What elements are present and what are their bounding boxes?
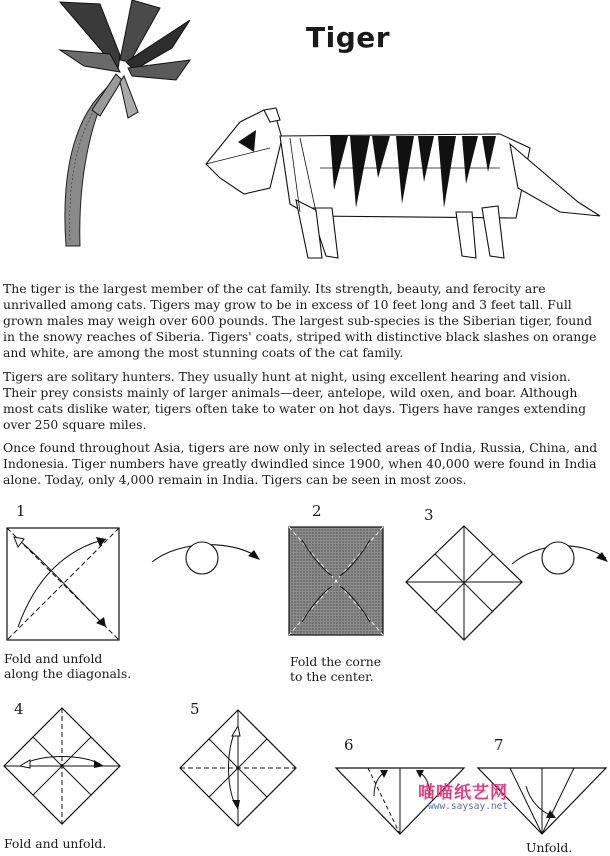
page-title: Tiger bbox=[306, 20, 391, 54]
intro-paragraph: The tiger is the largest member of the cat family. Its strength, beauty, and ferocity are unrivalled among cats. Tigers may grow to be in excess of 10 feet long and 3 feet tall. Full grown males may weigh over 600 pounds. The largest sub-species is the Siberian tiger, found in the snowy reaches of Siberia. Tigers' coats, striped with distinctive black slashes on orange and white, are among the most stunning coats of the cat family. bbox=[3, 281, 597, 360]
step-2-diagram bbox=[288, 526, 384, 638]
step-1-diagram bbox=[6, 527, 122, 643]
step-4-caption: Fold and unfold. bbox=[4, 836, 107, 851]
step-5-number: 5 bbox=[190, 700, 200, 718]
watermark-logo: 喵喵纸艺网 bbox=[418, 783, 508, 803]
step-6-number: 6 bbox=[344, 736, 354, 754]
palm-tree-illustration bbox=[40, 0, 200, 250]
step-4-diagram bbox=[2, 706, 122, 826]
step-2-number: 2 bbox=[312, 502, 322, 520]
range-paragraph: Once found throughout Asia, tigers are now only in selected areas of India, Russia, China, and Indonesia. Tiger numbers have greatly dwindled since 1900, when 40,000 were found in India alone. Today, only 4,000 remain in India. Tigers can be seen in most zoos. bbox=[3, 440, 598, 487]
step-4-number: 4 bbox=[14, 700, 24, 718]
step-7-caption: Unfold. bbox=[526, 840, 573, 855]
turn-over-icon bbox=[510, 536, 610, 582]
step-3-diagram bbox=[404, 524, 524, 642]
step-5-diagram bbox=[178, 708, 298, 828]
hunting-paragraph: Tigers are solitary hunters. They usually hunt at night, using excellent hearing and vision. Their prey consists mainly of larger animals—deer, antelope, wild oxen, and boar. Although most cats dislike water, tigers often take to water on hot days. Tigers have ranges extending over 250 square miles. bbox=[3, 369, 587, 432]
step-1-number: 1 bbox=[16, 502, 26, 520]
step-2-caption: Fold the corne to the center. bbox=[290, 654, 382, 684]
step-7-number: 7 bbox=[494, 736, 504, 754]
step-1-caption: Fold and unfold along the diagonals. bbox=[4, 651, 132, 681]
origami-tiger-illustration bbox=[200, 108, 610, 268]
watermark-url: www.saysay.net bbox=[428, 801, 509, 812]
step-3-number: 3 bbox=[424, 506, 434, 524]
turn-over-icon bbox=[150, 536, 262, 582]
